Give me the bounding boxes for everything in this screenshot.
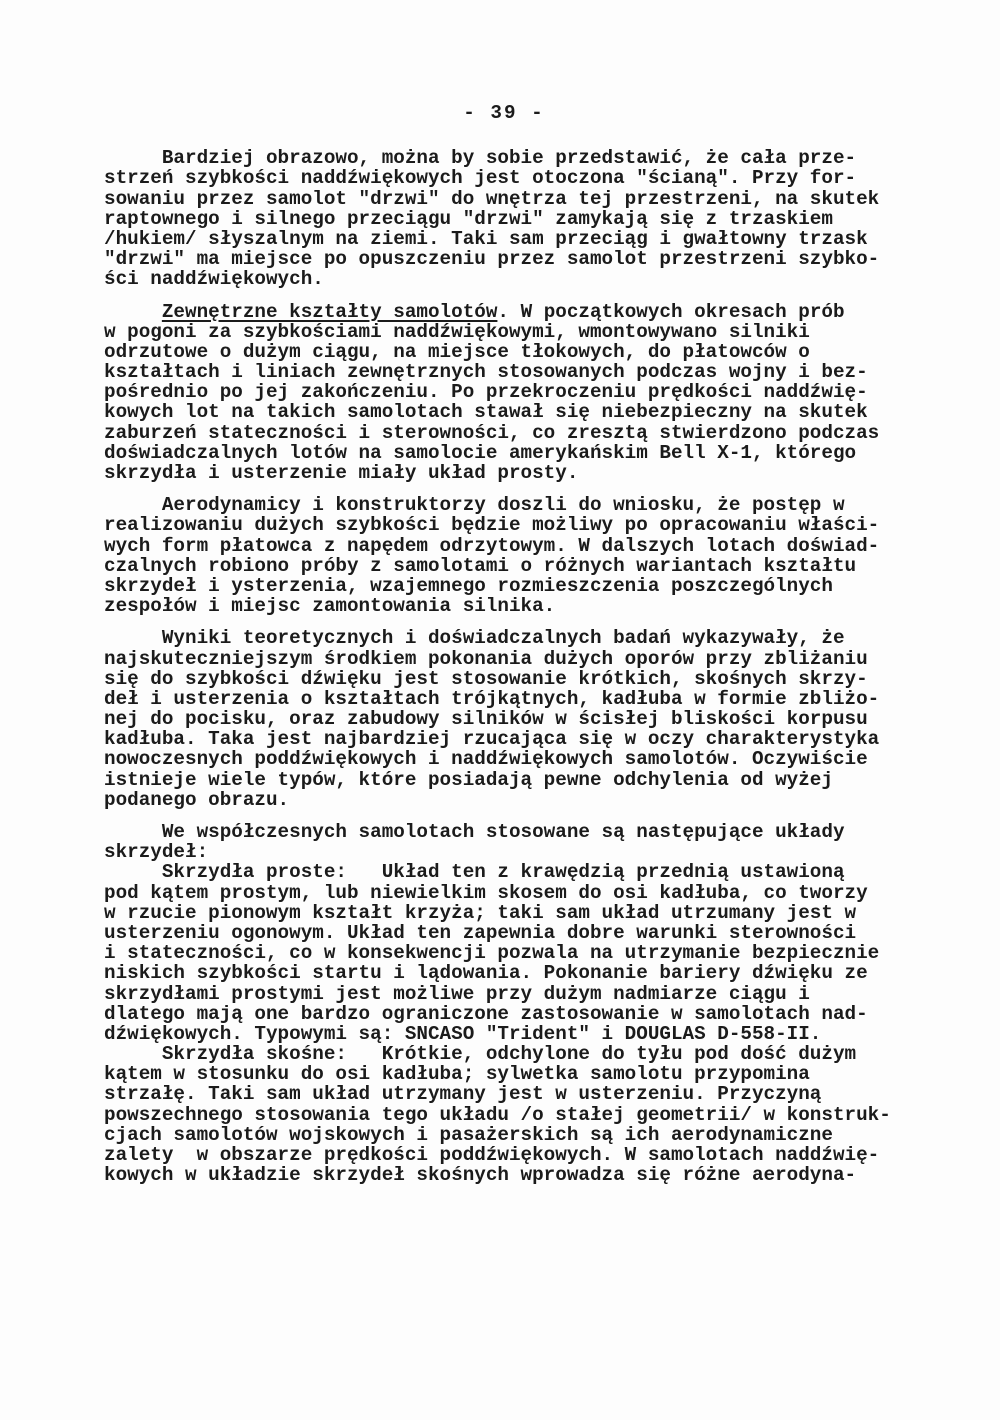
text-line: Skrzydła skośne: Krótkie, odchylone do tyłu pod dość dużym — [104, 1043, 857, 1066]
text-line: /hukiem/ słyszalnym na ziemi. Taki sam przeciąg i gwałtowny trzask — [104, 227, 868, 250]
paragraph — [104, 148, 904, 289]
text-line: Bardziej obrazowo, można by sobie przedstawić, że cała prze- — [104, 147, 857, 170]
text-line: czalnych robiono próby z samolotami o różnych wariantach kształtu — [104, 554, 857, 577]
text-line: podanego obrazu. — [104, 788, 290, 811]
page-number: - 39 - — [463, 102, 545, 124]
text-line: ści naddźwiękowych. — [104, 268, 324, 291]
text-line: doświadczalnych lotów na samolocie amerykańskim Bell X-1, którego — [104, 441, 857, 464]
text-line: i stateczności, co w konsekwencji pozwala na utrzymanie bezpiecznie — [104, 942, 880, 965]
text-line: zalety w obszarze prędkości poddźwiękowych. W samolotach naddźwię- — [104, 1144, 880, 1166]
text-line: deł i usterzenia o kształtach trójkątnych, kadłuba w formie zbliżo- — [104, 687, 880, 710]
underlined-heading: Zewnętrzne kształty samolotów — [161, 300, 498, 323]
text-segment — [104, 301, 162, 323]
text-line: skrzydeł i ysterzenia, wzajemnego rozmieszczenia poszczególnych — [104, 574, 833, 597]
text-line: cjach samolotów wojskowych i pasażerskich są ich aerodynamiczne — [104, 1123, 833, 1146]
text-line: istnieje wiele typów, które posiadają pewne odchylenia od wyżej — [104, 768, 833, 791]
text-line: dlatego mają one bardzo ograniczone zastosowanie w samolotach nad- — [104, 1002, 868, 1025]
text-line: w rzucie pionowym kształt krzyża; taki sam układ utrzumany jest w — [104, 901, 857, 924]
text-line: kowych lot na takich samolotach stawał się niebezpieczny na skutek — [104, 401, 868, 424]
text-segment: . W początkowych okresach prób — [497, 300, 845, 323]
text-line: nowoczesnych poddźwiękowych i naddźwiękowych samolotów. Oczywiście — [104, 748, 868, 771]
text-line: usterzeniu ogonowym. Układ ten zapewnia dobre warunki sterowności — [104, 921, 857, 944]
text-line: powszechnego stosowania tego układu /o stałej geometrii/ w konstruk- — [104, 1103, 891, 1126]
text-line: strzałę. Taki sam układ utrzymany jest w usterzeniu. Przyczyną — [104, 1083, 822, 1106]
text-line: kadłuba. Taka jest najbardziej rzucająca się w oczy charakterystyka — [104, 728, 880, 751]
text-line: niskich szybkości startu i lądowania. Pokonanie bariery dźwięku ze — [104, 962, 868, 985]
text-line: strzeń szybkości naddźwiękowych jest otoczona "ścianą". Przy for- — [104, 167, 857, 190]
text-line: w pogoni za szybkościami naddźwiękowymi, wmontowywano silniki — [104, 320, 810, 343]
page-content — [104, 103, 904, 1185]
document-body — [104, 148, 904, 1185]
text-line: skrzydła i usterzenie miały układ prosty. — [104, 462, 579, 484]
text-line: wych form płatowca z napędem odrzytowym. W dalszych lotach doświad- — [104, 534, 880, 557]
text-line: realizowaniu dużych szybkości będzie możliwy po opracowaniu właści- — [104, 514, 880, 537]
text-line: skrzydłami prostymi jest możliwe przy dużym nadmiarze ciągu i — [104, 982, 810, 1005]
text-line: kowych w układzie skrzydeł skośnych wprowadza się różne aerodyna- — [104, 1164, 857, 1187]
text-line: najskuteczniejszym środkiem pokonania dużych oporów przy zbliżaniu — [104, 647, 868, 670]
text-line: pod kątem prostym, lub niewielkim skosem do osi kadłuba, co tworzy — [104, 881, 868, 904]
paragraph — [104, 302, 904, 484]
text-line: nej do pocisku, oraz zabudowy silników w ścisłej bliskości korpusu — [104, 708, 868, 731]
text-line: Wyniki teoretycznych i doświadczalnych badań wykazywały, że — [104, 627, 845, 650]
text-line: pośrednio po jej zakończeniu. Po przekroczeniu prędkości naddźwię- — [104, 381, 868, 404]
text-line: We współczesnych samolotach stosowane są następujące układy — [104, 821, 845, 843]
text-line: skrzydeł: — [104, 841, 209, 864]
text-line: odrzutowe o dużym ciągu, na miejsce tłokowych, do płatowców o — [104, 340, 810, 363]
paragraph — [104, 822, 904, 1185]
text-line: sowaniu przez samolot "drzwi" do wnętrza tej przestrzeni, na skutek — [104, 187, 880, 210]
text-line: "drzwi" ma miejsce po opuszczeniu przez samolot przestrzeni szybko- — [104, 248, 880, 271]
text-line: zespołów i miejsc zamontowania silnika. — [104, 595, 556, 618]
text-line: zaburzeń stateczności i sterowności, co zresztą stwierdzono podczas — [104, 421, 880, 444]
text-line: się do szybkości dźwięku jest stosowanie krótkich, skośnych skrzy- — [104, 667, 868, 690]
text-line: Skrzydła proste: Układ ten z krawędzią przednią ustawioną — [104, 861, 845, 884]
text-line — [104, 302, 904, 322]
text-line: Aerodynamicy i konstruktorzy doszli do wniosku, że postęp w — [104, 494, 845, 517]
paragraph — [104, 628, 904, 810]
text-line: dźwiękowych. Typowymi są: SNCASO "Trident" i DOUGLAS D-558-II. — [104, 1022, 822, 1045]
paragraph — [104, 495, 904, 616]
text-line: kształtach i liniach zewnętrznych stosowanych podczas wojny i bez- — [104, 361, 868, 384]
text-line: kątem w stosunku do osi kadłuba; sylwetka samolotu przypomina — [104, 1063, 810, 1086]
text-line: raptownego i silnego przeciągu "drzwi" zamykają się z trzaskiem — [104, 207, 833, 230]
